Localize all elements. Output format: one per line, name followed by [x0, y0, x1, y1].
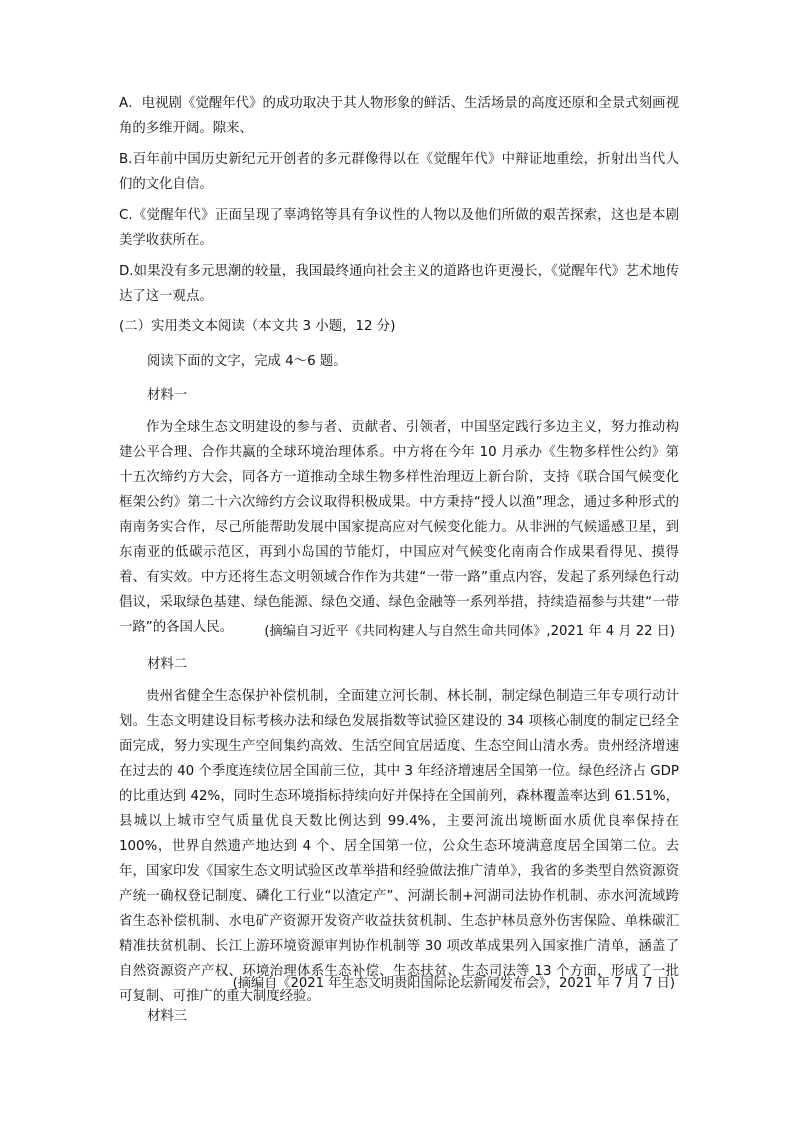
reading-instruction: 阅读下面的文字，完成 4～6 题。: [147, 354, 347, 369]
material-2-label: 材料二: [147, 657, 188, 672]
material-2-source: (摘编自《2021 年生态文明贵阳国际论坛新闻发布会》，2021 年 7 月 7 日): [232, 976, 675, 991]
option-b: B.百年前中国历史新纪元开创者的多元群像得以在《觉醒年代》中辩证地重绘，折射出当代人们的文化自信。: [119, 152, 679, 192]
option-d: D.如果没有多元思潮的较量，我国最终通向社会主义的道路也许更漫长，《觉醒年代》艺术地传达了这一观点。: [119, 264, 679, 304]
option-a: A．电视剧《觉醒年代》的成功取决于其人物形象的鲜活、生活场景的高度还原和全景式刻画视角的多维开阔。隙来、: [119, 96, 679, 136]
material-1-source: (摘编自习近平《共同构建人与自然生命共同体》,2021 年 4 月 22 日): [264, 624, 675, 639]
material-1-label: 材料一: [147, 388, 188, 403]
material-2-body: 贵州省健全生态保护补偿机制，全面建立河长制、林长制，制定绿色制造三年专项行动计划。生态文明建设目标考核办法和绿色发展指数等试验区建设的 34 项核心制度的制定已经全面完成，努力实现生产空间集约高效、生活空间宜居适度、生态空间山清水秀。贵州经济增速在过去的 40 个季度连续位居全国前三位，其中 3 年经济增速居全国第一位。绿色经济占 GDP 的比重达到 42%，同时生态环境指标持续向好并保持在全国前列，森林覆盖率达到 61.51%，县城以上城市空气质量优良天数比例达到 99.4%，主要河流出境断面水质优良率保持在 100%，世界自然遗产地达到 4 个、居全国第一位，公众生态环境满意度居全国第二位。去年，国家印发《国家生态文明试验区改革举措和经验做法推广清单》，我省的多类型自然资源资产统一确权登记制度、磷化工行业“以渣定产”、河湖长制+河湖司法协作机制、赤水河流域跨省生态补偿机制、水电矿产资源开发资产收益扶贫机制、生态护林员意外伤害保险、单株碳汇精准扶贫机制、长江上游环境资源审判协作机制等 30 项改革成果列入国家推广清单，涵盖了自然资源资产产权、环境治理体系生态补偿、生态扶贫、生态司法等 13 个方面，形成了一批可复制、可推广的重大制度经验。: [119, 689, 679, 1004]
option-c: C.《觉醒年代》正面呈现了辜鸿铭等具有争议性的人物以及他们所做的艰苦探索，这也是本剧美学收获所在。: [119, 208, 679, 248]
material-3-label: 材料三: [147, 1009, 188, 1024]
material-1-body: 作为全球生态文明建设的参与者、贡献者、引领者，中国坚定践行多边主义，努力推动构建公平合理、合作共赢的全球环境治理体系。中方将在今年 10 月承办《生物多样性公约》第十五次缔约方大会，同各方一道推动全球生物多样性治理迈上新台阶，支持《联合国气候变化框架公约》第二十六次缔约方会议取得积极成果。中方秉持“授人以渔”理念，通过多种形式的南南务实合作，尽己所能帮助发展中国家提高应对气候变化能力。从非洲的气候遥感卫星，到东南亚的低碳示范区，再到小岛国的节能灯，中国应对气候变化南南合作成果看得见、摸得着、有实效。中方还将生态文明领域合作作为共建“一带一路”重点内容，发起了系列绿色行动倡议，采取绿色基建、绿色能源、绿色交通、绿色金融等一系列举措，持续造福参与共建“一带一路”的各国人民。: [119, 420, 679, 635]
section-heading: (二）实用类文本阅读（本文共 3 小题，12 分): [119, 319, 396, 334]
